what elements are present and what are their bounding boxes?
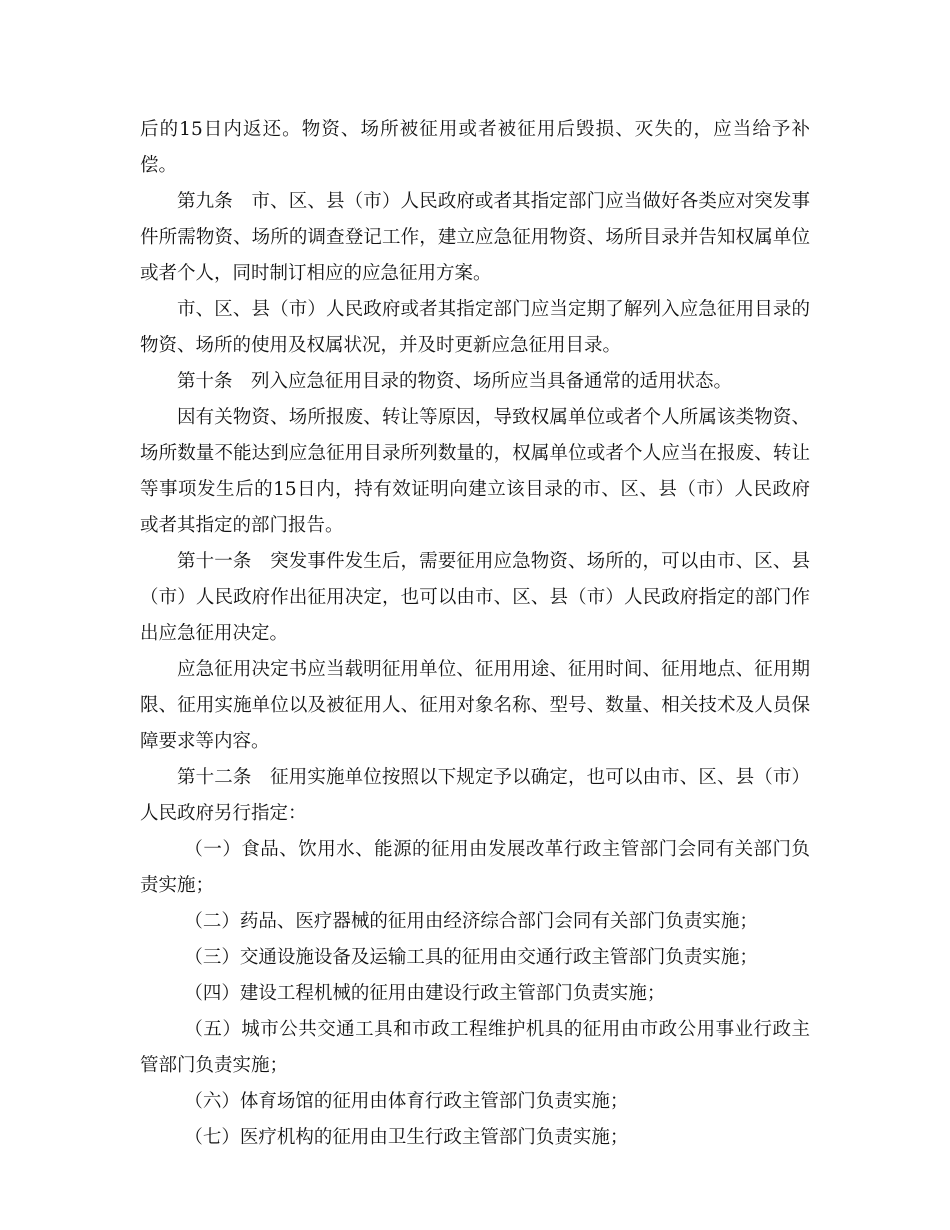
list-item-7: （七）医疗机构的征用由卫生行政主管部门负责实施； (184, 1127, 629, 1148)
article-12: 第十二条 征用实施单位按照以下规定予以确定，也可以由市、区、县（市）人民政府另行指定： (140, 767, 810, 824)
list-item-1: （一）食品、饮用水、能源的征用由发展改革行政主管部门会同有关部门负责实施； (140, 839, 810, 896)
article-11: 第十一条 突发事件发生后，需要征用应急物资、场所的，可以由市、区、县（市）人民政府作出征用决定，也可以由市、区、县（市）人民政府指定的部门作出应急征用决定。 (140, 551, 810, 644)
list-item-2: （二）药品、医疗器械的征用由经济综合部门会同有关部门负责实施； (184, 911, 758, 932)
list-item-5: （五）城市公共交通工具和市政工程维护机具的征用由市政公用事业行政主管部门负责实施； (140, 1019, 810, 1076)
article-9: 第九条 市、区、县（市）人民政府或者其指定部门应当做好各类应对突发事件所需物资、场所的调查登记工作，建立应急征用物资、场所目录并告知权属单位或者个人，同时制订相应的应急征用方案。 (140, 191, 810, 284)
list-item-4: （四）建设工程机械的征用由建设行政主管部门负责实施； (184, 983, 666, 1004)
paragraph-continuation: 后的15日内返还。物资、场所被征用或者被征用后毁损、灭失的，应当给予补偿。 (140, 119, 810, 176)
document-body (140, 112, 810, 1156)
article-11-paragraph-2: 应急征用决定书应当载明征用单位、征用用途、征用时间、征用地点、征用期限、征用实施单位以及被征用人、征用对象名称、型号、数量、相关技术及人员保障要求等内容。 (140, 659, 810, 752)
article-9-paragraph-2: 市、区、县（市）人民政府或者其指定部门应当定期了解列入应急征用目录的物资、场所的使用及权属状况，并及时更新应急征用目录。 (140, 299, 810, 356)
article-10-paragraph-2: 因有关物资、场所报废、转让等原因，导致权属单位或者个人所属该类物资、场所数量不能达到应急征用目录所列数量的，权属单位或者个人应当在报废、转让等事项发生后的15日内，持有效证明向建立该目录的市、区、县（市）人民政府或者其指定的部门报告。 (140, 407, 810, 536)
article-10: 第十条 列入应急征用目录的物资、场所应当具备通常的适用状态。 (177, 371, 733, 392)
list-item-3: （三）交通设施设备及运输工具的征用由交通行政主管部门负责实施； (184, 947, 758, 968)
list-item-6: （六）体育场馆的征用由体育行政主管部门负责实施； (184, 1091, 629, 1112)
